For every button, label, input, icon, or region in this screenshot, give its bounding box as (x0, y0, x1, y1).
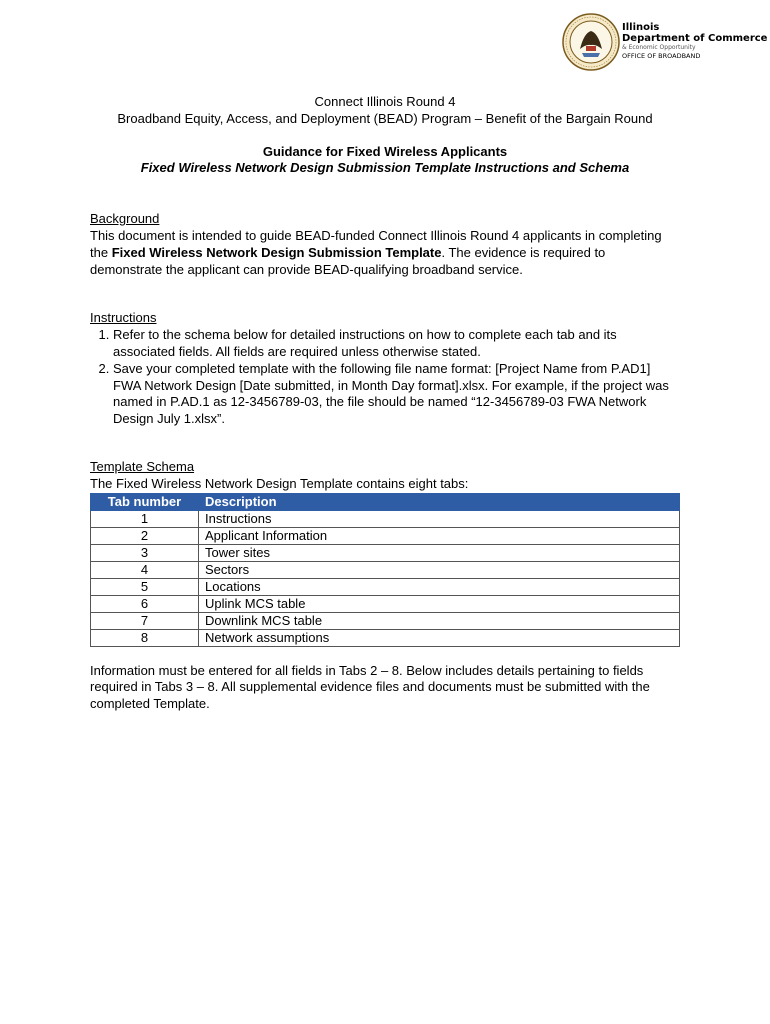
tab-number-cell: 7 (91, 612, 199, 629)
description-header: Description (199, 493, 680, 510)
background-heading: Background (90, 211, 160, 227)
instructions-heading: Instructions (90, 310, 157, 326)
tab-description-cell: Downlink MCS table (199, 612, 680, 629)
table-row (91, 544, 680, 561)
table-row (91, 510, 680, 527)
tab-description-cell: Locations (199, 578, 680, 595)
table-row (91, 629, 680, 646)
guidance-subtitle: Fixed Wireless Network Design Submission Template Instructions and Schema (140, 160, 630, 176)
schema-heading: Template Schema (90, 458, 195, 474)
logo-title: Illinois (622, 22, 660, 33)
tab-number-cell: 2 (91, 527, 199, 544)
title-line-1: Connect Illinois Round 4 (314, 94, 456, 109)
instruction-item: 1. Refer to the schema below for detailed instructions on how to complete each tab and its associated fields. All fields are required unless otherwise stated. (113, 327, 680, 361)
tab-description-cell: Sectors (199, 561, 680, 578)
closing-paragraph: Information must be entered for all fields in Tabs 2 – 8. Below includes details pertaining to fields required in Tabs 3 – 8. All supplemental evidence files and documents must be submitted with the completed Template. (90, 662, 650, 712)
table-row (91, 561, 680, 578)
illinois-state-seal-icon (562, 13, 620, 71)
instructions-list (90, 327, 680, 428)
logo-subtitle: & Economic Opportunity (622, 44, 696, 51)
table-row (91, 612, 680, 629)
tabs-table (90, 493, 680, 647)
logo-office: OFFICE OF BROADBAND (622, 52, 701, 60)
tab-description-cell: Uplink MCS table (199, 595, 680, 612)
background-section (90, 211, 680, 278)
logo-department: Department of Commerce (622, 33, 768, 44)
tab-number-cell: 3 (91, 544, 199, 561)
template-name-bold: Fixed Wireless Network Design Submission Template (111, 244, 442, 260)
document-body (90, 94, 680, 713)
table-row (91, 578, 680, 595)
schema-intro: The Fixed Wireless Network Design Template contains eight tabs: (90, 475, 469, 491)
tab-number-cell: 8 (91, 629, 199, 646)
table-header-row (91, 493, 680, 510)
guidance-title: Guidance for Fixed Wireless Applicants (262, 143, 508, 159)
title-line-2: Broadband Equity, Access, and Deployment (BEAD) Program – Benefit of the Bargain Round (117, 110, 653, 126)
background-text (90, 228, 680, 278)
tab-description-cell: Applicant Information (199, 527, 680, 544)
tab-description-cell: Instructions (199, 510, 680, 527)
instruction-item: 2. Save your completed template with the following file name format: [Project Name from P.AD1] FWA Network Design [Date submitted, in Month Day format].xlsx. For example, if the project was named in P.AD.1 as 12-3456789-03, the file should be named “12-3456789-03 FWA Network Design July 1.xlsx”. (113, 361, 680, 428)
tab-number-cell: 5 (91, 578, 199, 595)
tab-number-cell: 4 (91, 561, 199, 578)
table-row (91, 527, 680, 544)
background-text-part2: . The evidence is required to demonstrate the applicant can provide BEAD-qualifying broadband service. (90, 244, 606, 277)
schema-section (90, 459, 680, 647)
table-row (91, 595, 680, 612)
tab-number-cell: 1 (91, 510, 199, 527)
tab-description-cell: Network assumptions (199, 629, 680, 646)
tab-description-cell: Tower sites (199, 544, 680, 561)
tab-number-header: Tab number (91, 493, 199, 510)
title-block (90, 94, 680, 177)
background-text-part1: This document is intended to guide BEAD-funded Connect Illinois Round 4 applicants in completing the (90, 227, 662, 260)
instructions-section (90, 310, 680, 428)
illinois-dceo-logo (562, 13, 768, 75)
tab-number-cell: 6 (91, 595, 199, 612)
